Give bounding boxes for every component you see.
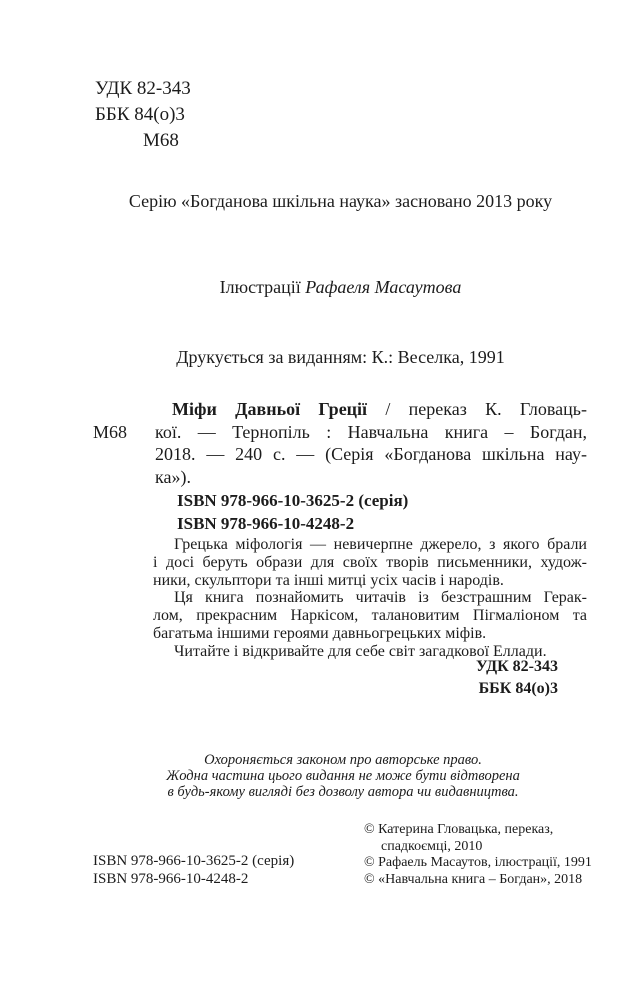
bottom-isbn-block xyxy=(93,853,294,888)
bbk-code-right: ББК 84(о)3 xyxy=(478,679,558,697)
annotation-line: Ця книга познайомить читачів із безстрашним Герак- xyxy=(174,589,587,607)
catalog-line-2: кої. — Тернопіль : Навчальна книга – Богдан, xyxy=(155,421,587,442)
legal-notice-line: Охороняється законом про авторське право. xyxy=(204,752,482,768)
top-cataloguing-codes xyxy=(95,76,191,154)
illustrations-credit xyxy=(93,276,588,298)
udk-code: УДК 82-343 xyxy=(95,78,191,99)
copyright-block xyxy=(364,822,592,888)
bbk-code: ББК 84(о)3 xyxy=(95,104,185,125)
copyright-line: © Рафаель Масаутов, ілюстрації, 1991 xyxy=(364,855,592,870)
card-cataloguing-codes xyxy=(153,656,558,699)
legal-notice xyxy=(93,752,593,801)
legal-notice-line: Жодна частина цього видання не може бути відтворена xyxy=(166,768,520,785)
annotation-line: багатьма іншими героями давньогрецьких міфів. xyxy=(153,624,487,642)
catalog-line-3: 2018. — 240 с. — (Серія «Богданова шкільна нау- xyxy=(155,444,587,464)
legal-notice-line: в будь-якому вигляді без дозволу автора чи видавництва. xyxy=(167,784,519,801)
isbn-book: ISBN 978-966-10-4248-2 xyxy=(177,514,355,533)
catalog-card xyxy=(93,398,587,488)
bottom-isbn-series: ISBN 978-966-10-3625-2 (серія) xyxy=(93,853,295,869)
bottom-isbn-book: ISBN 978-966-10-4248-2 xyxy=(93,870,249,887)
printed-from-note: Друкується за виданням: К.: Веселка, 1991 xyxy=(176,347,505,367)
illustrations-label: Ілюстрації xyxy=(219,277,306,297)
card-isbn-block xyxy=(177,489,408,535)
copyright-line: © Катерина Гловацька, переказ, xyxy=(364,822,554,837)
series-note: Серію «Богданова шкільна наука» засновано 2013 року xyxy=(128,191,553,211)
catalog-line-4: ка»). xyxy=(155,466,191,487)
annotation-line: і досі беруть образи для своїх творів письменники, худож- xyxy=(153,553,587,571)
annotation-line: Грецька міфологія — невичерпне джерело, з якого брали xyxy=(174,536,587,553)
annotation-line: ники, скульптори та інші митці усіх часів і народів. xyxy=(153,571,504,589)
book-title: Міфи Давньої Греції xyxy=(172,399,368,419)
annotation-line: лом, прекрасним Наркісом, талановитим Пігмаліоном та xyxy=(153,607,587,625)
udk-code-right: УДК 82-343 xyxy=(475,658,558,675)
annotation xyxy=(153,536,587,661)
annotation-line: Читайте і відкривайте для себе світ загадкової Еллади. xyxy=(174,642,547,660)
author-mark: М68 xyxy=(143,130,179,151)
copyright-line: спадкоємці, 2010 xyxy=(381,838,483,854)
catalog-line-1 xyxy=(155,398,587,421)
catalog-author-mark: М68 xyxy=(93,421,128,442)
copyright-line: © «Навчальна книга – Богдан», 2018 xyxy=(364,871,583,887)
illustrator-name: Рафаеля Масаутова xyxy=(305,277,462,297)
catalog-line-1-rest: / переказ К. Гловаць- xyxy=(367,399,587,419)
isbn-series: ISBN 978-966-10-3625-2 (серія) xyxy=(177,491,409,510)
